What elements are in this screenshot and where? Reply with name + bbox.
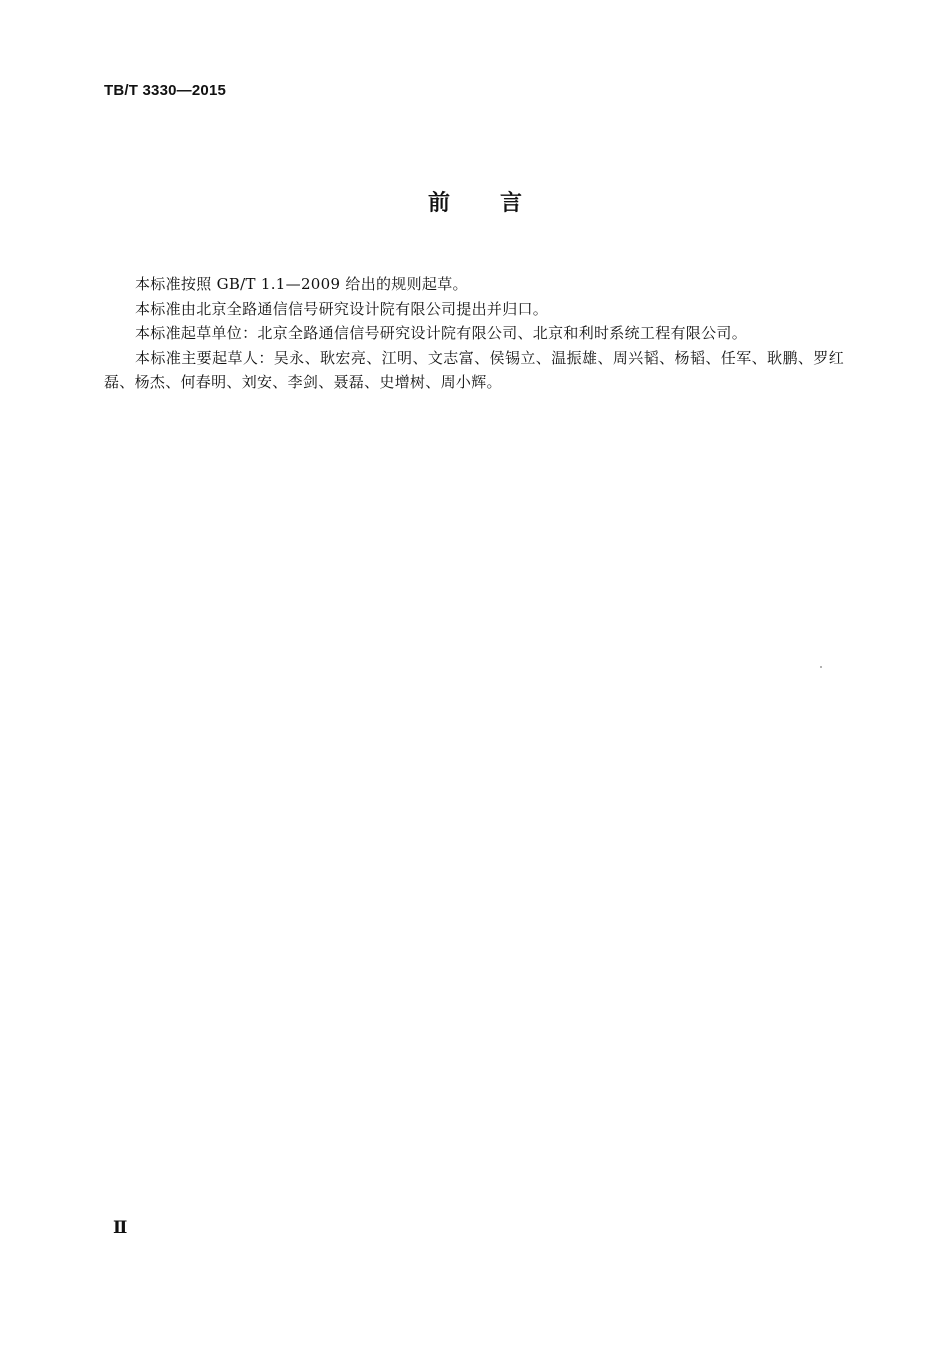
section-title-foreword: 前言: [427, 191, 572, 216]
page-number: Ⅱ: [113, 1218, 128, 1238]
paragraph-drafting-rules: 本标准按照 GB/T 1.1—2009 给出的规则起草。: [135, 275, 468, 293]
foreword-body: [104, 272, 844, 395]
paragraph-drafting-units: 本标准起草单位：北京全路通信信号研究设计院有限公司、北京和利时系统工程有限公司。: [135, 324, 748, 342]
scan-speck-mark: [820, 666, 822, 668]
paragraph-proposer: 本标准由北京全路通信信号研究设计院有限公司提出并归口。: [135, 299, 549, 318]
document-code-header: TB/T 3330—2015: [104, 82, 227, 99]
paragraph-drafters: 本标准主要起草人：吴永、耿宏亮、江明、文志富、侯锡立、温振雄、周兴韬、杨韬、任军、耿鹏、罗红磊、杨杰、何春明、刘安、李剑、聂磊、史增树、周小辉。: [104, 348, 844, 391]
